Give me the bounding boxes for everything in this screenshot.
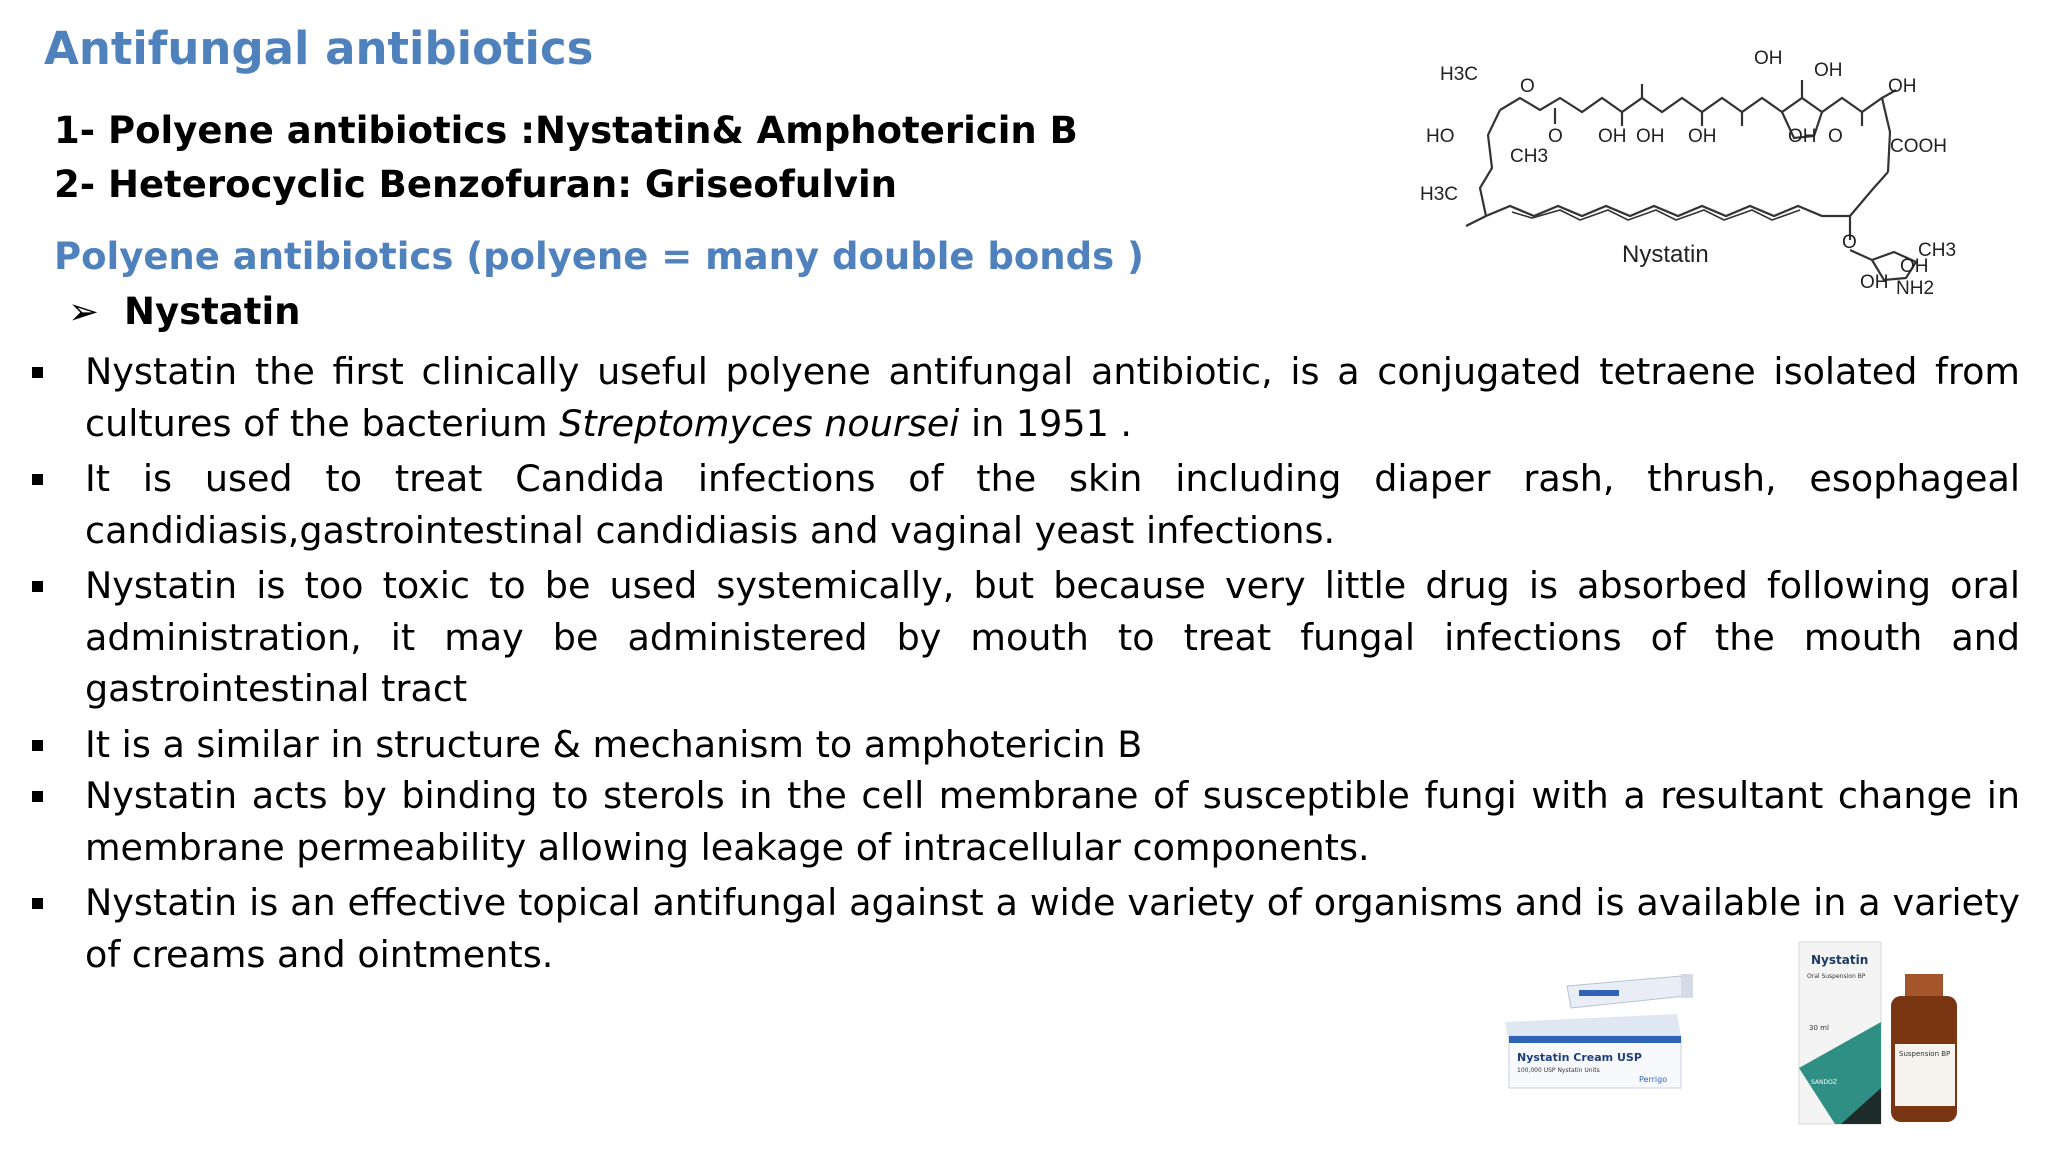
struct-label-ho: HO [1426, 126, 1455, 147]
drug-heading [68, 290, 300, 333]
struct-label-h3c-2: H3C [1420, 184, 1459, 205]
cream-box-units: 100,000 USP Nystatin Units [1517, 1067, 1600, 1074]
cream-box-maker: Perrigo [1639, 1075, 1668, 1084]
suspension-box-brand: Nystatin [1811, 953, 1869, 967]
suspension-box-maker: SANDOZ [1811, 1079, 1837, 1086]
bullet-item [28, 346, 2020, 449]
slide-title: Antifungal antibiotics [44, 22, 594, 75]
bullet-text: Nystatin is too toxic to be used systemically, but because very little drug is absorbed following oral administration, it may be administered by mouth to treat fungal infections of the mouth and gastrointestinal tract [85, 564, 2020, 710]
nystatin-structure-diagram [1410, 40, 2010, 302]
arrow-bullet-icon: ➢ [68, 290, 100, 333]
antibiotic-types [54, 104, 1078, 212]
struct-label-oh-9: OH [1860, 272, 1889, 293]
struct-label-oh-2: OH [1814, 60, 1843, 81]
struct-label-oh-5: OH [1636, 126, 1665, 147]
struct-label-ch3-2: CH3 [1918, 240, 1957, 261]
struct-label-nh2: NH2 [1896, 278, 1935, 299]
polyene-subheading: Polyene antibiotics (polyene = many double bonds ) [54, 235, 1144, 278]
cream-tube [1567, 974, 1693, 1008]
square-bullet-icon [32, 898, 43, 909]
struct-label-o-4: O [1842, 232, 1857, 253]
bullet-text: Nystatin acts by binding to sterols in the cell membrane of susceptible fungi with a resultant change in membrane permeability allowing leakage of intracellular components. [85, 774, 2020, 869]
struct-label-oh-8: OH [1900, 256, 1929, 277]
bullet-text: Nystatin is an effective topical antifungal against a wide variety of organisms and is available in a variety of creams and ointments. [85, 881, 2020, 976]
structure-name: Nystatin [1622, 241, 1709, 268]
square-bullet-icon [32, 474, 43, 485]
suspension-box-form: Oral Suspension BP [1807, 973, 1866, 980]
square-bullet-icon [32, 740, 43, 751]
bottle-label: Suspension BP [1899, 1050, 1951, 1058]
cream-box-brand: Nystatin Cream USP [1517, 1051, 1642, 1064]
suspension-box [1799, 942, 1881, 1124]
bullet-list [28, 346, 2020, 984]
bullet-text: It is a similar in structure & mechanism to amphotericin B [85, 722, 1143, 766]
bullet-item [28, 719, 2020, 771]
square-bullet-icon [32, 367, 43, 378]
suspension-bottle [1891, 974, 1957, 1122]
struct-label-cooh: COOH [1890, 136, 1947, 157]
nystatin-products-image [1495, 938, 1985, 1138]
suspension-box-volume: 30 ml [1809, 1024, 1829, 1032]
cream-box [1505, 1014, 1681, 1088]
struct-label-oh-1: OH [1754, 48, 1783, 69]
struct-label-o-1: O [1520, 76, 1535, 97]
struct-label-ch3: CH3 [1510, 146, 1549, 167]
drug-name: Nystatin [124, 290, 301, 333]
struct-label-oh-3: OH [1888, 76, 1917, 97]
struct-label-o-3: O [1828, 126, 1843, 147]
bullet-item [28, 453, 2020, 556]
type-heterocyclic: 2- Heterocyclic Benzofuran: Griseofulvin [54, 163, 898, 206]
struct-label-h3c-1: H3C [1440, 64, 1479, 85]
type-polyene: 1- Polyene antibiotics :Nystatin& Amphotericin B [54, 109, 1078, 152]
bullet-text: Nystatin the first clinically useful polyene antifungal antibiotic, is a conjugated tetraene isolated from cultures of the bacterium [85, 350, 2020, 445]
struct-label-oh-6: OH [1688, 126, 1717, 147]
struct-label-o-2: O [1548, 126, 1563, 147]
bullet-item [28, 560, 2020, 715]
struct-label-oh-4: OH [1598, 126, 1627, 147]
struct-label-oh-7: OH [1788, 126, 1817, 147]
bullet-item [28, 770, 2020, 873]
bullet-text-end: in 1951 . [959, 401, 1133, 445]
bullet-italic-text: Streptomyces noursei [559, 401, 960, 445]
bullet-text: It is used to treat Candida infections of the skin including diaper rash, thrush, esophageal candidiasis,gastrointestinal candidiasis and vaginal yeast infections. [85, 457, 2020, 552]
square-bullet-icon [32, 581, 43, 592]
square-bullet-icon [32, 791, 43, 802]
